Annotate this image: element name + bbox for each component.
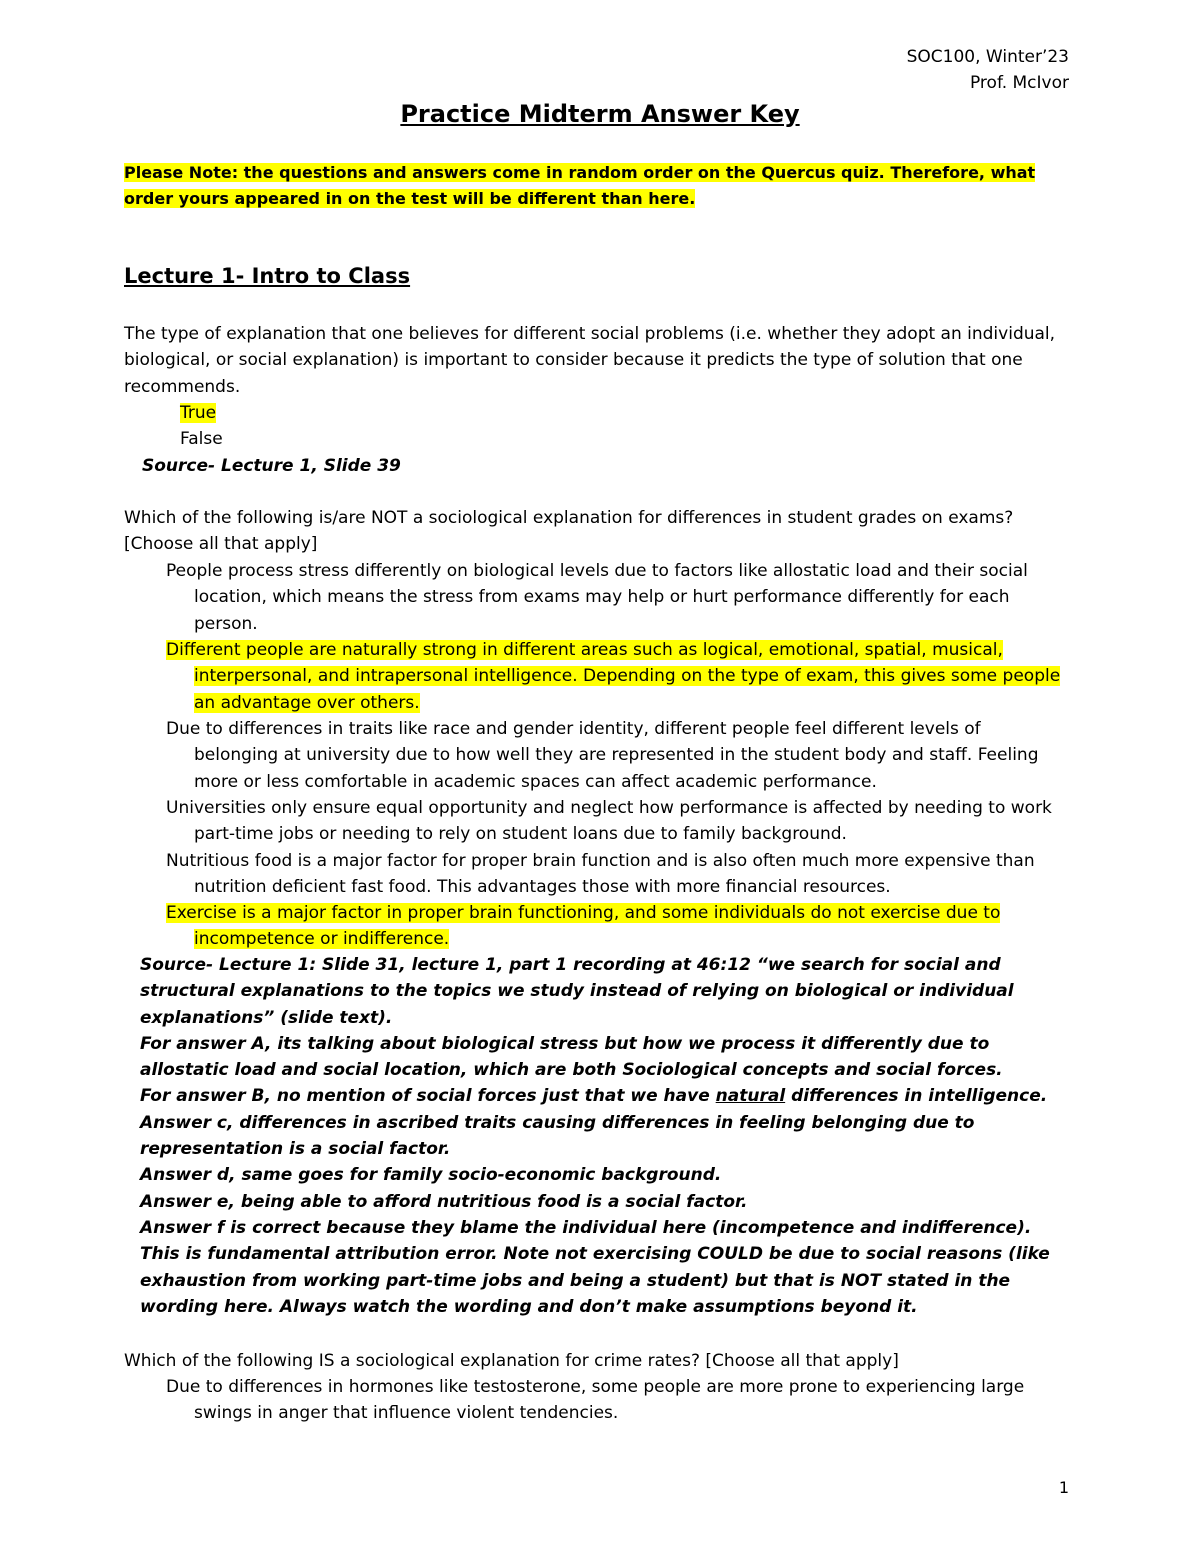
question-3-option-a: Due to differences in hormones like testosterone, some people are more prone to experiencing large swings in anger that influence violent tendencies.	[166, 1377, 1025, 1424]
explanation-answer-a: For answer A, its talking about biological stress but how we process it differently due to allostatic load and social location, which are both Sociological concepts and social forces.	[140, 1033, 1003, 1081]
page-number: 1	[1058, 1478, 1069, 1497]
question-3-text: Which of the following IS a sociological explanation for crime rates? [Choose all that apply]	[124, 1351, 899, 1371]
option-f-highlight: Exercise is a major factor in proper brain functioning, and some individuals do not exercise due to incompetence or indifference.	[166, 903, 1001, 950]
question-2-option-a: People process stress differently on biological levels due to factors like allostatic load and their social location, which means the stress from exams may help or hurt performance differently for each person.	[166, 561, 1028, 634]
question-2-option-d: Universities only ensure equal opportunity and neglect how performance is affected by needing to work part-time jobs or needing to rely on student loans due to family background.	[166, 798, 1052, 845]
question-2-option-c: Due to differences in traits like race and gender identity, different people feel different levels of belonging at university due to how well they are represented in the student body and staff. Feeling more or less comfortable in academic spaces can affect academic performance.	[166, 719, 1039, 792]
question-1-option-false: False	[180, 429, 223, 449]
question-2-text: Which of the following is/are NOT a sociological explanation for differences in student grades on exams? [Choose all that apply]	[124, 508, 1014, 555]
explanation-answer-b: For answer B, no mention of social forces just that we have natural differences in intelligence.	[140, 1086, 1048, 1107]
question-1-option-true	[180, 400, 216, 426]
question-2-option-e: Nutritious food is a major factor for proper brain function and is also often much more expensive than nutrition deficient fast food. This advantages those with more financial resources.	[166, 851, 1035, 898]
question-2-option-b	[166, 637, 1066, 716]
question-2-option-f	[166, 900, 1066, 953]
page-header	[907, 44, 1069, 96]
section-heading: Lecture 1- Intro to Class	[124, 264, 411, 288]
explanation-answer-f: Answer f is correct because they blame the individual here (incompetence and indifference). This is fundamental attribution error. Note not exercising COULD be due to social reasons (like exhaustion from working part-time jobs and being a student) but that is NOT stated in the wording here. Always watch the wording and don’t make assumptions beyond it.	[140, 1217, 1050, 1317]
explanation-answer-d: Answer d, same goes for family socio-economic background.	[140, 1165, 722, 1186]
underlined-word: natural	[715, 1086, 786, 1107]
explanation-source: Source- Lecture 1: Slide 31, lecture 1, part 1 recording at 46:12 “we search for social and structural explanations to the topics we study instead of relying on biological or individual explanations” (slide text).	[140, 955, 1014, 1028]
question-1-source: Source- Lecture 1, Slide 39	[142, 456, 401, 476]
explanation-answer-c: Answer c, differences in ascribed traits causing differences in feeling belonging due to representation is a social factor.	[140, 1112, 975, 1160]
note-text: Please Note: the questions and answers come in random order on the Quercus quiz. Therefore, what order yours appeared in on the test will be different than here.	[124, 163, 1036, 208]
explanation-answer-e: Answer e, being able to afford nutritious food is a social factor.	[140, 1191, 748, 1212]
question-2-explanation	[140, 952, 1070, 1320]
document-title: Practice Midterm Answer Key	[400, 100, 800, 128]
professor-label: Prof. McIvor	[969, 73, 1069, 93]
option-b-highlight: Different people are naturally strong in different areas such as logical, emotional, spatial, musical, interpersonal, and intrapersonal intelligence. Depending on the type of exam, this gives some people an advantage over others.	[166, 640, 1061, 713]
course-label: SOC100, Winter’23	[906, 47, 1069, 67]
note-paragraph	[124, 160, 1064, 212]
question-1-text: The type of explanation that one believes for different social problems (i.e. whether they adopt an individual, biological, or social explanation) is important to consider because it predicts the type of solution that one recommends.	[124, 324, 1056, 397]
option-true-label: True	[180, 403, 217, 423]
